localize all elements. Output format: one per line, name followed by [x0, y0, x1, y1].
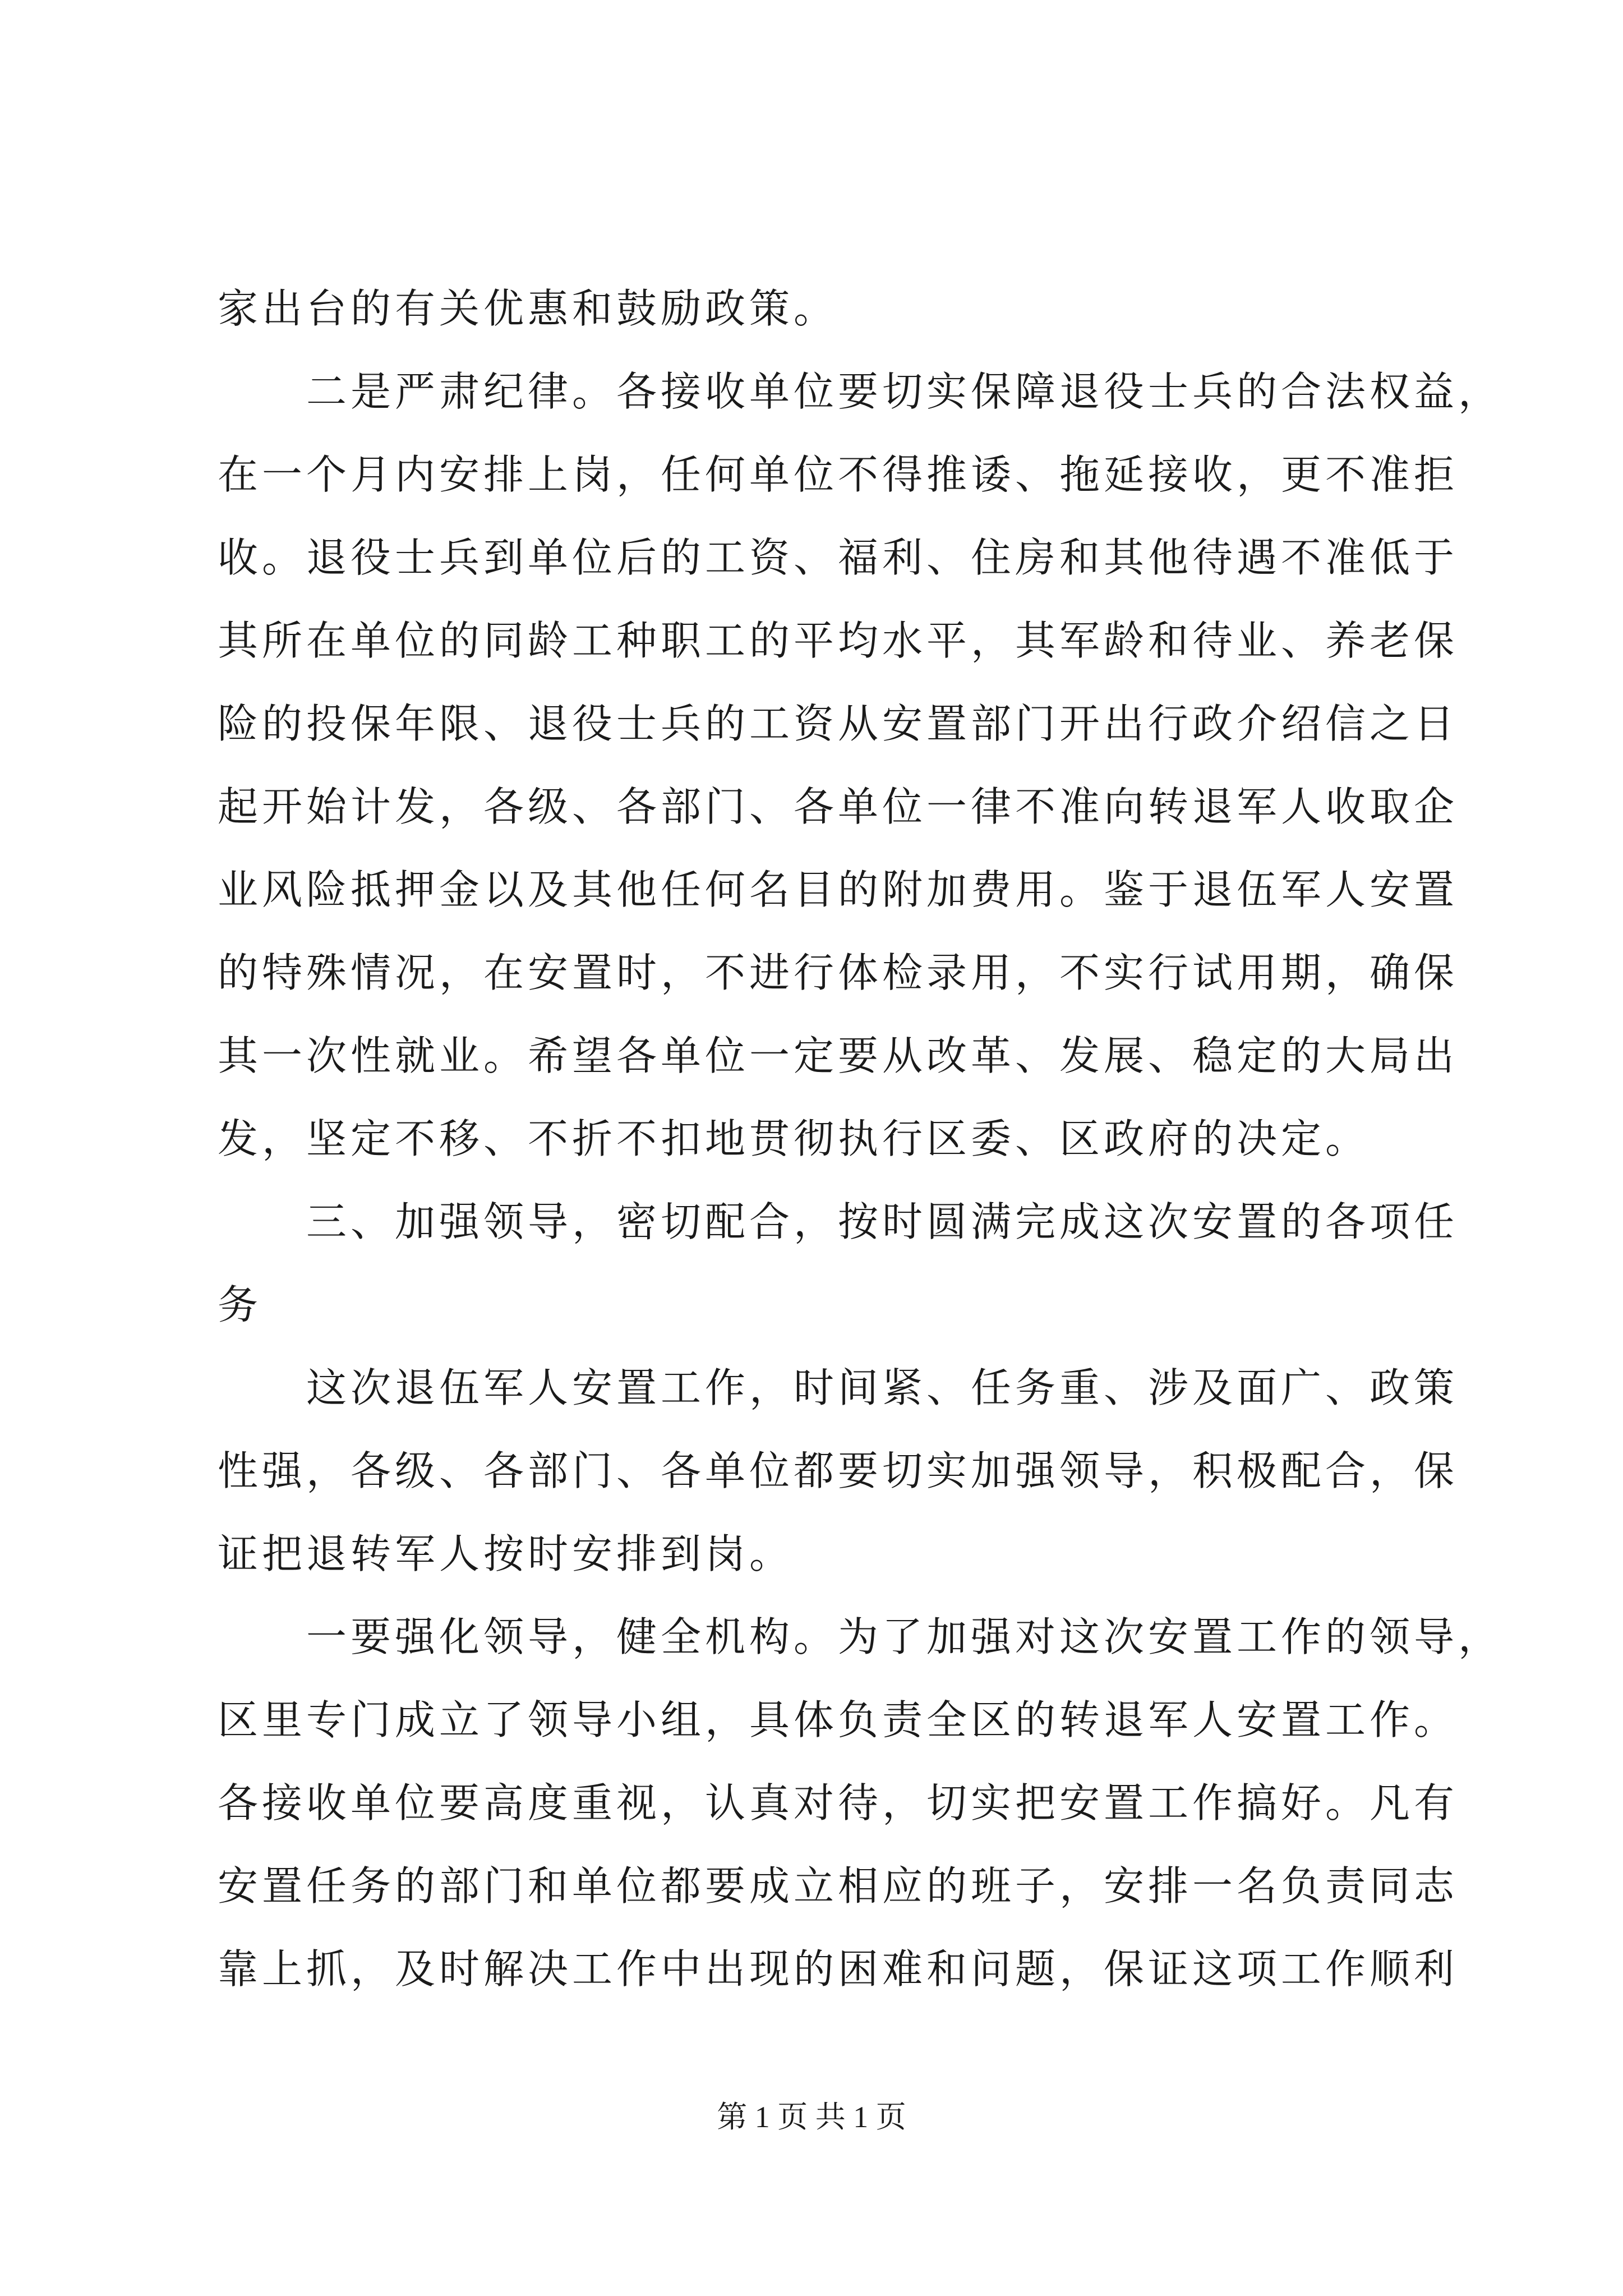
- text-line: 各接收单位要高度重视，认真对待，切实把安置工作搞好。凡有: [218, 1779, 1459, 1826]
- text-line: 安置任务的部门和单位都要成立相应的班子，安排一名负责同志: [218, 1862, 1459, 1910]
- text-line: 性强，各级、各部门、各单位都要切实加强领导，积极配合，保: [218, 1447, 1459, 1494]
- text-line: 证把退转军人按时安排到岗。: [218, 1530, 794, 1577]
- body-text: [218, 267, 1503, 2010]
- text-line: 家出台的有关优惠和鼓励政策。: [218, 285, 838, 332]
- text-line: 二是严肃纪律。各接收单位要切实保障退役士兵的合法权益，: [218, 368, 1503, 415]
- text-line: 一要强化领导，健全机构。为了加强对这次安置工作的领导，: [218, 1613, 1503, 1660]
- text-line: 收。退役士兵到单位后的工资、福利、住房和其他待遇不准低于: [218, 534, 1459, 581]
- text-line: 的特殊情况，在安置时，不进行体检录用，不实行试用期，确保: [218, 949, 1459, 996]
- text-line: 区里专门成立了领导小组，具体负责全区的转退军人安置工作。: [218, 1696, 1459, 1743]
- text-line: 业风险抵押金以及其他任何名目的附加费用。鉴于退伍军人安置: [218, 866, 1459, 913]
- page-number-footer: 第 1 页 共 1 页: [717, 2100, 906, 2134]
- text-line: 靠上抓，及时解决工作中出现的困难和问题，保证这项工作顺利: [218, 1945, 1459, 1993]
- section-heading-line: 务: [218, 1281, 262, 1328]
- text-line: 险的投保年限、退役士兵的工资从安置部门开出行政介绍信之日: [218, 700, 1459, 747]
- text-line: 其一次性就业。希望各单位一定要从改革、发展、稳定的大局出: [218, 1032, 1459, 1079]
- text-line: 起开始计发，各级、各部门、各单位一律不准向转退军人收取企: [218, 783, 1459, 830]
- text-line: 发，坚定不移、不折不扣地贯彻执行区委、区政府的决定。: [218, 1115, 1370, 1162]
- section-heading-line: 三、加强领导，密切配合，按时圆满完成这次安置的各项任: [218, 1198, 1459, 1245]
- text-line: 其所在单位的同龄工种职工的平均水平，其军龄和待业、养老保: [218, 617, 1459, 664]
- text-line: 在一个月内安排上岗，任何单位不得推诿、拖延接收，更不准拒: [218, 451, 1459, 498]
- text-line: 这次退伍军人安置工作，时间紧、任务重、涉及面广、政策: [218, 1364, 1459, 1411]
